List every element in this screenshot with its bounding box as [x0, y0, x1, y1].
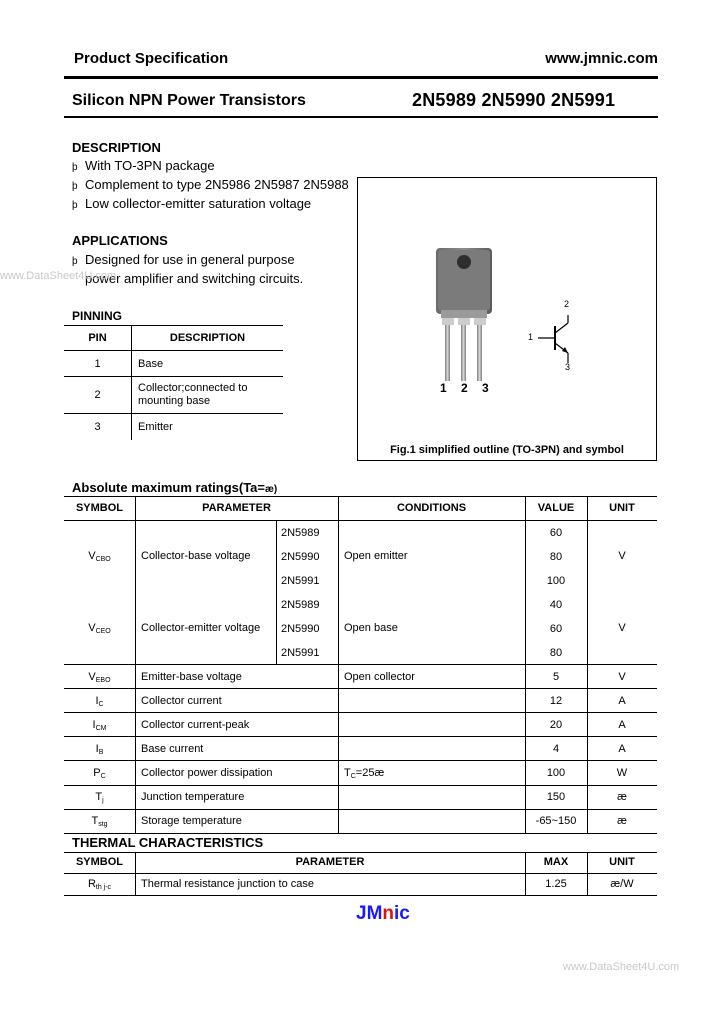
col-value: VALUE	[537, 502, 575, 514]
param-vceo: Collector-emitter voltage	[141, 622, 261, 634]
col-symbol: SYMBOL	[75, 502, 124, 514]
applications-item: power amplifier and switching circuits.	[85, 271, 304, 286]
thermal-col-symbol: SYMBOL	[75, 856, 124, 868]
pin-desc-header: DESCRIPTION	[132, 326, 284, 351]
table-row: $I_C$	[95, 695, 104, 708]
symbol-vcbo: $V_{CBO}$	[88, 550, 111, 563]
pkg-pin-1: 1	[440, 381, 447, 395]
pkg-pin-2: 2	[461, 381, 468, 395]
symbol-label-3: 3	[565, 362, 571, 372]
symbol-label-2: 2	[564, 299, 570, 309]
pkg-pin-3: 3	[482, 381, 489, 395]
ratings-table: SYMBOL PARAMETER CONDITIONS VALUE UNIT $V_{CBO}$ Collector-base voltage 2N5989 2N5990 2N5991 Open emitter 60 80 100 V $V_{CEO}$ Collector-emitter voltage 2N5989 2N5990 2N5991 Open base 40 60 80 V $V_{EBO}$ Emitter-base voltage Open collector 5 V $I_C$ Collector current 12 A $I_{CM}$ Collector current-peak 20 A $I_B$ Base current 4 A $P_C$ Collector power dissipation $T_C=25æ$ 100 W $T_j$ Junction temperature 150 æ $T_{stg}$ Storage temperature -65~150 æ	[0, 0, 720, 1012]
symbol-label-1: 1	[528, 332, 534, 342]
thermal-col-parameter: PARAMETER	[295, 856, 365, 868]
page-subtitle: Silicon NPN Power Transistors	[72, 92, 306, 109]
applications-item: þ Designed for use in general purpose	[72, 252, 295, 267]
table-row: $R_{th j-c}$	[87, 878, 112, 891]
description-title: DESCRIPTION	[72, 140, 161, 155]
description-item: þ Complement to type 2N5986 2N5987 2N5988	[72, 177, 349, 192]
symbol-vceo: $V_{CEO}$	[88, 622, 111, 635]
header-product-spec: Product Specification	[74, 50, 229, 67]
table-row: 2 Collector;connected to mounting base	[64, 377, 283, 414]
jmnic-logo: JMnic	[356, 903, 410, 924]
col-parameter: PARAMETER	[202, 502, 271, 514]
table-row: $P_C$	[93, 767, 106, 780]
description-item: þ With TO-3PN package	[72, 158, 215, 173]
description-item: þ Low collector-emitter saturation voltage	[72, 196, 312, 211]
table-row: $I_B$	[95, 743, 104, 756]
pin-header: PIN	[64, 326, 132, 351]
bullet-icon: þ	[72, 162, 78, 173]
applications-title: APPLICATIONS	[72, 233, 168, 248]
thermal-title: THERMAL CHARACTERISTICS	[72, 835, 264, 850]
bullet-icon: þ	[72, 181, 78, 192]
pinning-title: PINNING	[72, 309, 123, 323]
table-row: 1 Base	[64, 351, 283, 377]
table-row: 3 Emitter	[64, 414, 283, 440]
param-vcbo: Collector-base voltage	[141, 550, 251, 562]
table-row: $I_{CM}$	[92, 719, 107, 732]
table-row: $V_{EBO}$	[88, 671, 111, 684]
table-row: $T_{stg}$	[91, 815, 108, 828]
bullet-icon: þ	[72, 256, 78, 267]
watermark-left: www.DataSheet4U.com	[0, 270, 117, 282]
thermal-col-unit: UNIT	[609, 856, 635, 868]
part-numbers: 2N5989 2N5990 2N5991	[412, 90, 616, 110]
cond-vcbo: Open emitter	[344, 550, 408, 562]
col-conditions: CONDITIONS	[396, 502, 467, 514]
col-unit: UNIT	[609, 502, 635, 514]
cond-vceo: Open base	[344, 622, 398, 634]
thermal-col-max: MAX	[543, 856, 569, 868]
table-row: $T_j$	[95, 791, 104, 804]
figure-caption: Fig.1 simplified outline (TO-3PN) and symbol	[390, 444, 624, 456]
header-website: www.jmnic.com	[545, 50, 658, 67]
watermark-bottom: www.DataSheet4U.com	[563, 961, 680, 973]
ratings-title: Absolute maximum ratings(Ta=æ)	[72, 480, 278, 495]
bullet-icon: þ	[72, 200, 78, 211]
